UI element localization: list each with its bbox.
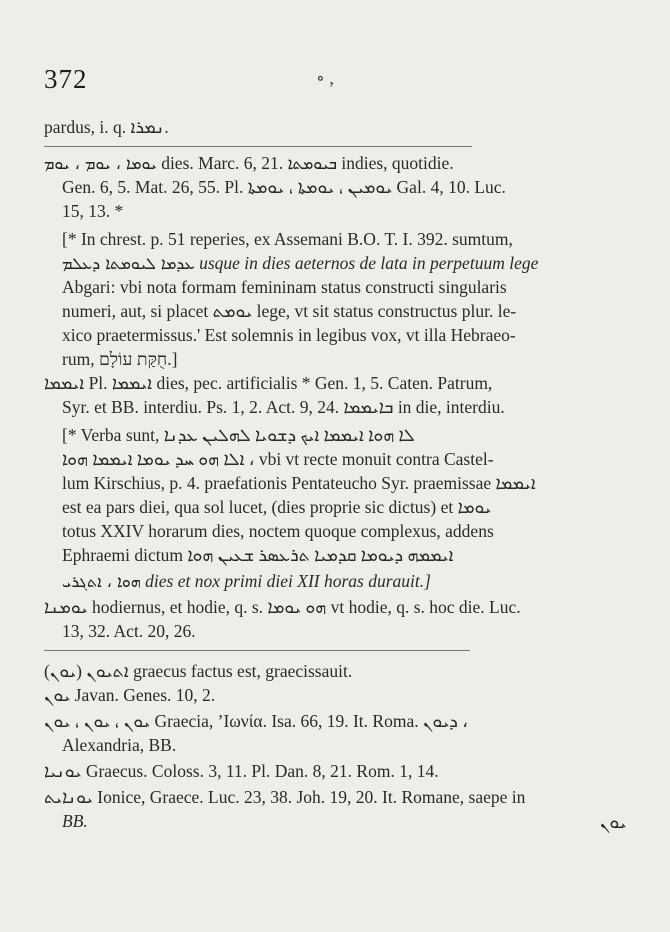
syriac-phrase: ܥܕܡܐ ܠܝܘܡܬܐ ܕܥܠܡ [62,254,195,273]
entry-dies-art-line-5: lum Kirschius, p. 4. praefationis Pentateucho Syr. praemissae ܐܝܡܡܐ [62,473,536,493]
entry-dies-line-7: numeri, aut, si placet ܝܘܡܬ lege, vt sit status constructus plur. le- [62,301,517,321]
entry-javan: ܝܘܢ Javan. Genes. 10, 2. [44,685,216,705]
entry-ionice: ܝܘܢܐܝܬ Ionice, Graece. Luc. 23, 38. Joh. 19, 20. It. Romane, saepe in [44,787,526,807]
entry-hodiernus-line-2: 13, 32. Act. 20, 26. [62,621,196,641]
syriac-phrase: ܗܘܐ ، ܐܬܓܪܝ [62,572,141,591]
entry-dies-line-3: 15, 13. * [62,201,124,221]
entry-ionice-line-2: BB. [62,811,88,831]
entry-text: dies. Marc. 6, 21. [161,153,284,173]
entry-graecus-adj: ܝܘܢܝܐ Graecus. Coloss. 3, 11. Pl. Dan. 8, 21. Rom. 1, 14. [44,761,439,781]
entry-dies-line-9: rum, חֻקַּת עוֹלָם.] [62,349,178,369]
entry-graecia: ܝܘܢ ، ܝܘܢ ، ܝܘܢ Graecia, ’Ιωνία. Isa. 66, 19. It. Roma. ܕܝܘܢ ، [44,711,468,731]
entry-dies-line-6: Abgari: vbi nota formam femininam status constructi singularis [62,277,507,297]
divider [44,650,470,651]
divider [44,146,472,147]
entry-dies-art-line-3: [* Verba sunt, ܠܐ ܗܘܐ ܐܝܡܡܐ ܐܝܟ ܕܫܘܝܐ ܠܗܠܝܢ ܥܕܢܐ [62,425,415,445]
entry-dies-art-line-1: ܐܝܡܡܐ Pl. ܐܝܡܡܐ dies, pec. artificialis * Gen. 1, 5. Caten. Patrum, [44,373,493,393]
entry-dies-art-line-4: ܐܠܐ ܗܘ ܚܕ ܝܘܡܐ ܐܝܡܡܐ ܗܘܐ ، vbi vt recte monuit contra Castel- [62,449,494,469]
entry-hodiernus-line-1: ܝܘܡܢܐ hodiernus, et hodie, q. s. ܗܘ ܝܘܡܐ vt hodie, q. s. hoc die. Luc. [44,597,521,617]
entry-dies-line-5 [62,252,538,275]
entry-dies-art-line-6: est ea pars diei, qua sol lucet, (dies proprie sic dictus) et ܝܘܡܐ [62,497,492,517]
entry-text: indies, quotidie. [341,153,454,173]
latin-italic: usque in dies aeternos de lata in perpetuum lege [199,253,539,273]
entry-text: pardus, i. q. ܢܡܪܐ. [44,117,169,137]
entry-graecus-line-1: (ܝܘܢ) ܐܬܝܘܢ graecus factus est, graecissauit. [44,661,353,681]
header-mark: ∘ , [316,68,334,88]
latin-italic: dies et nox primi diei XII horas durauit.] [145,571,431,591]
entry-pardus [44,116,169,138]
entry-dies-line-4: [* In chrest. p. 51 reperies, ex Assemani B.O. T. I. 392. sumtum, [62,229,513,249]
entry-dies-art-line-7: totus XXIV horarum dies, noctem quoque complexus, addens [62,521,494,541]
catchword: ܝܘܢ [600,813,627,833]
entry-dies-line-8: xico praetermissus.' Est solemnis in legibus vox, vt illa Hebraeo- [62,325,516,345]
entry-graecia-line-2: Alexandria, BB. [62,735,177,755]
entry-dies-art-line-8: Ephraemi dictum ܐܝܡܡܗ ܕܝܘܡܐ ܩܕܡܝܐ ܬܪܥܣܪ ܫܥܝܢ ܗܘܐ [62,545,454,565]
syriac-word: ܒܝܘܡܬܐ [287,154,337,173]
entry-dies-art-line-9 [62,570,431,593]
entry-dies-line-1 [44,152,454,175]
page-number: 372 [44,64,88,94]
entry-dies-line-2: Gen. 6, 5. Mat. 26, 55. Pl. ܝܘܡܝܢ ، ܝܘܡܬܐ ، ܝܘܡܬܐ Gal. 4, 10. Luc. [62,177,506,197]
entry-dies-art-line-2: Syr. et BB. interdiu. Ps. 1, 2. Act. 9, 24. ܒܐܝܡܡܐ in die, interdiu. [62,397,505,417]
syriac-headword: ܝܘܡܐ ، ܝܘܡ ، ܝܘܡ [44,154,157,173]
